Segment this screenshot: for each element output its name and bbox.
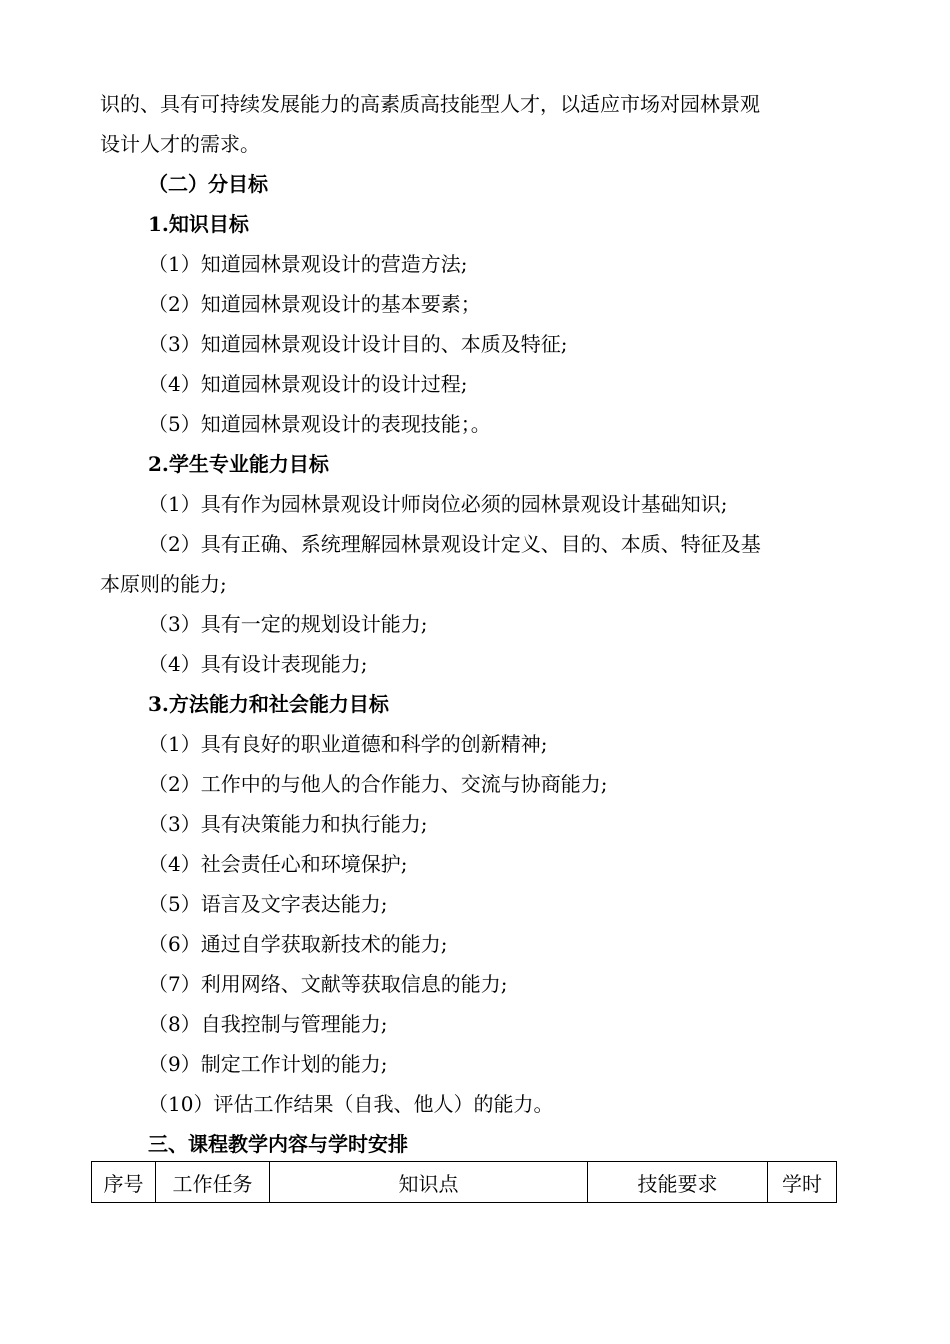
table-header-row xyxy=(92,1162,837,1203)
list-item: （4）具有设计表现能力; xyxy=(148,652,368,676)
header-cell-task: 工作任务 xyxy=(156,1162,270,1203)
section-heading: 三、课程教学内容与学时安排 xyxy=(148,1132,408,1156)
list-item: （3）具有决策能力和执行能力; xyxy=(148,812,428,836)
header-cell-skills: 技能要求 xyxy=(588,1162,768,1203)
list-item: （1）知道园林景观设计的营造方法; xyxy=(148,252,468,276)
body-text: 识的、具有可持续发展能力的高素质高技能型人才，以适应市场对园林景观 xyxy=(100,92,760,116)
list-item: （10）评估工作结果（自我、他人）的能力。 xyxy=(148,1092,554,1116)
list-item: （4）知道园林景观设计的设计过程; xyxy=(148,372,468,396)
subsection-heading: 1.知识目标 xyxy=(148,212,249,236)
list-item: （5）语言及文字表达能力; xyxy=(148,892,388,916)
list-item: （3）知道园林景观设计设计目的、本质及特征; xyxy=(148,332,568,356)
list-item: （1）具有作为园林景观设计师岗位必须的园林景观设计基础知识; xyxy=(148,492,728,516)
list-item: （4）社会责任心和环境保护; xyxy=(148,852,408,876)
list-item: （9）制定工作计划的能力; xyxy=(148,1052,388,1076)
subsection-heading: 3.方法能力和社会能力目标 xyxy=(148,692,389,716)
list-item: （6）通过自学获取新技术的能力; xyxy=(148,932,448,956)
section-heading: （二）分目标 xyxy=(148,172,268,196)
list-item: （2）知道园林景观设计的基本要素； xyxy=(148,292,481,316)
list-item: （8）自我控制与管理能力; xyxy=(148,1012,388,1036)
list-item: （1）具有良好的职业道德和科学的创新精神; xyxy=(148,732,548,756)
list-item: （3）具有一定的规划设计能力; xyxy=(148,612,428,636)
schedule-table xyxy=(91,1161,837,1203)
list-item: （7）利用网络、文献等获取信息的能力; xyxy=(148,972,508,996)
body-text: 设计人才的需求。 xyxy=(100,132,260,156)
header-cell-knowledge: 知识点 xyxy=(270,1162,588,1203)
list-item: （2）具有正确、系统理解园林景观设计定义、目的、本质、特征及基 xyxy=(148,532,761,556)
subsection-heading: 2.学生专业能力目标 xyxy=(148,452,329,476)
list-item: （2）工作中的与他人的合作能力、交流与协商能力; xyxy=(148,772,608,796)
list-item-continuation: 本原则的能力; xyxy=(100,572,227,596)
header-cell-hours: 学时 xyxy=(768,1162,837,1203)
header-cell-index: 序号 xyxy=(92,1162,156,1203)
list-item: （5）知道园林景观设计的表现技能；。 xyxy=(148,412,491,436)
